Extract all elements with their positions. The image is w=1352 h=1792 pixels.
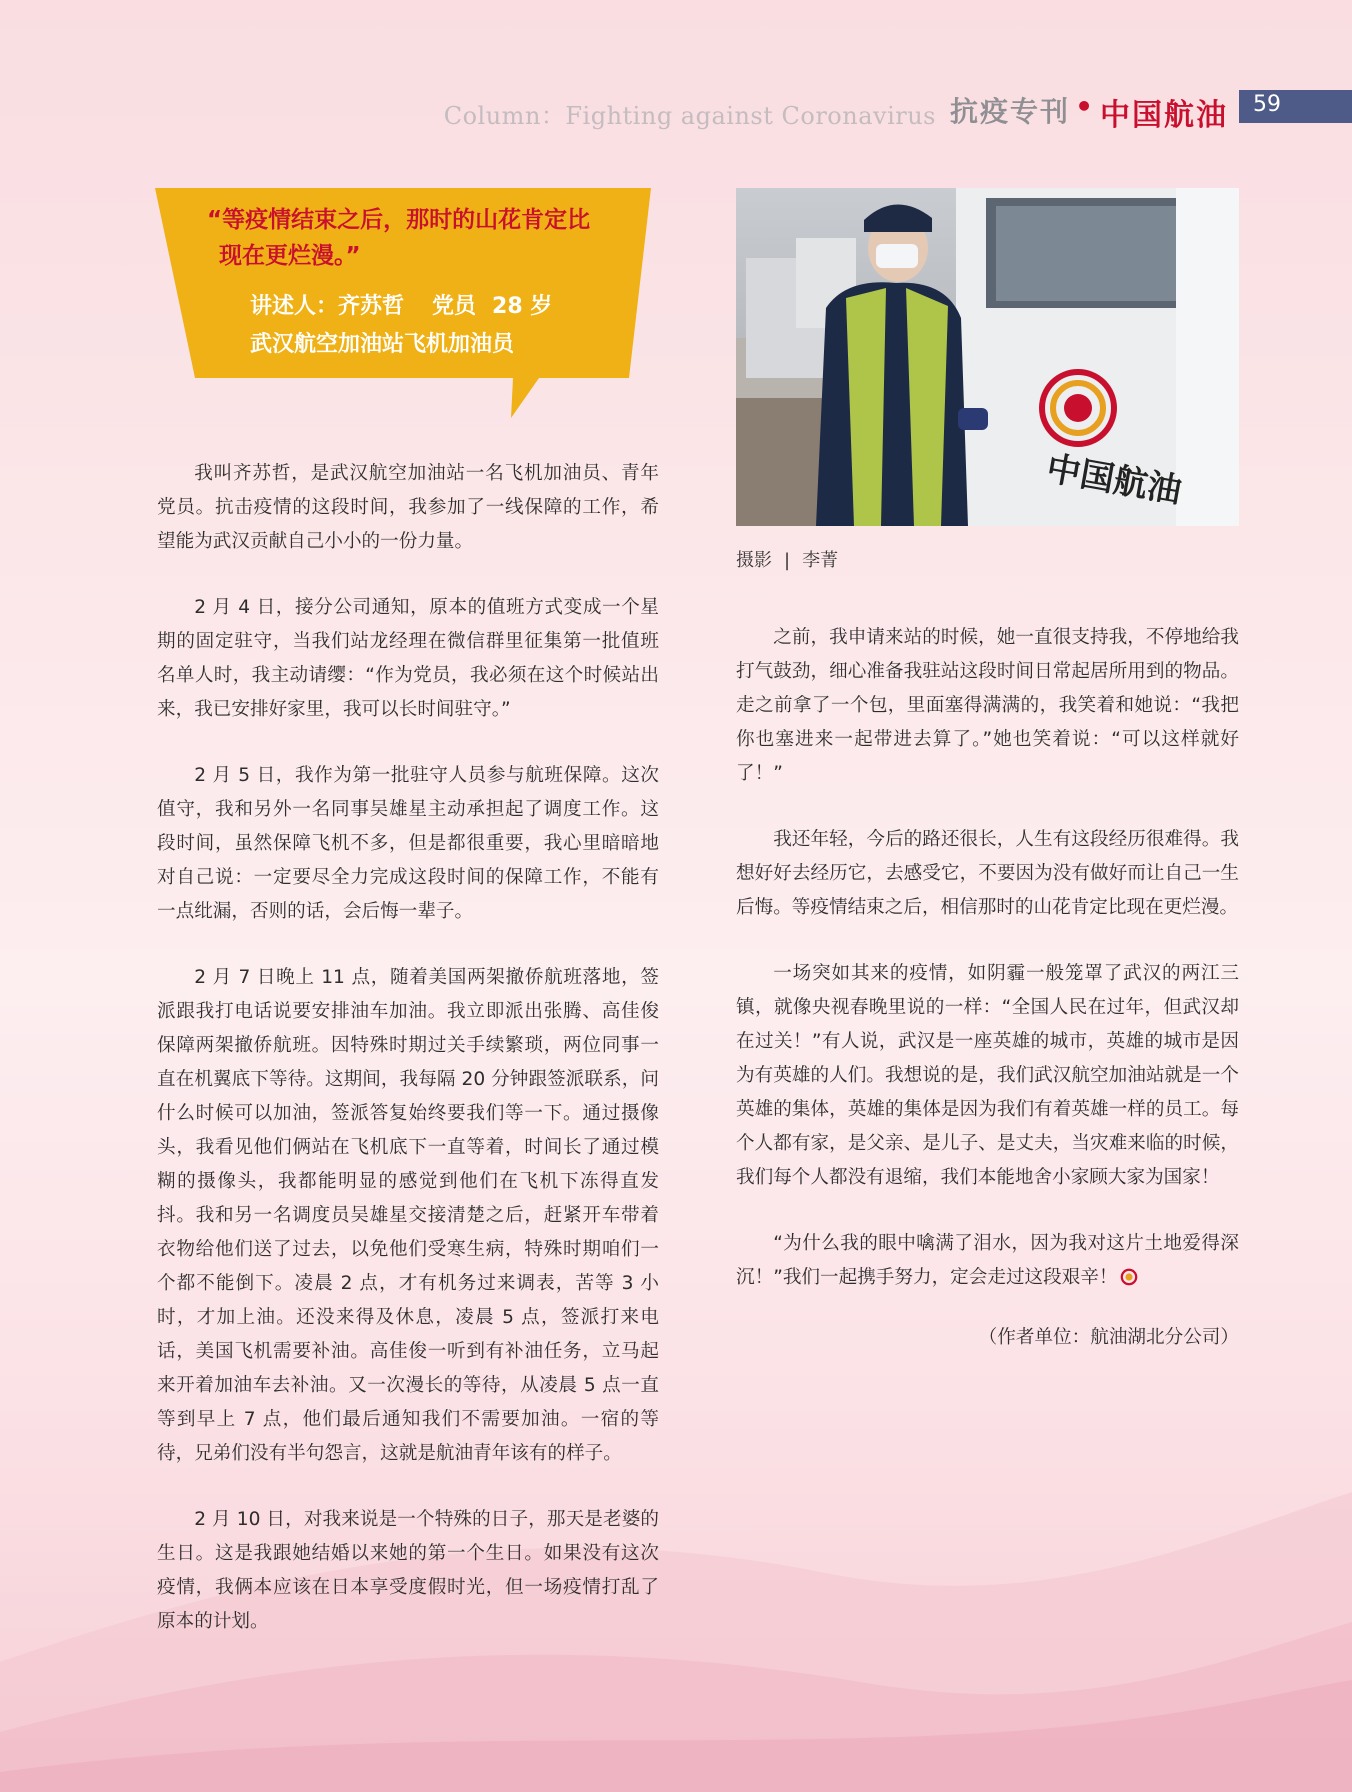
narrator-age: 28 岁 (492, 294, 553, 319)
article-paragraph: 我还年轻，今后的路还很长，人生有这段经历很难得。我想好好去经历它，去感受它，不要因为没有做好而让自己一生后悔。等疫情结束之后，相信那时的山花肯定比现在更烂漫。 (736, 829, 1239, 918)
page-number-tab (1239, 90, 1352, 123)
article-paragraph: 之前，我申请来站的时候，她一直很支持我，不停地给我打气鼓劲，细心准备我驻站这段时间日常起居所用到的物品。走之前拿了一个包，里面塞得满满的，我笑着和她说：“我把你也塞进来一起带进去算了。”她也笑着说：“可以这样就好了！” (736, 627, 1239, 784)
page-header (0, 90, 1352, 133)
pull-quote (207, 202, 627, 274)
quote-banner (155, 186, 655, 418)
article-column-left (157, 457, 659, 1671)
article-paragraph: 2 月 10 日，对我来说是一个特殊的日子，那天是老婆的生日。这是我跟她结婚以来她的第一个生日。如果没有这次疫情，我俩本应该在日本享受度假时光，但一场疫情打乱了原本的计划。 (157, 1509, 659, 1632)
article-photo (736, 188, 1239, 526)
article-paragraph (736, 1227, 1239, 1295)
article-paragraph: 2 月 7 日晚上 11 点，随着美国两架撤侨航班落地，签派跟我打电话说要安排油车加油。我立即派出张腾、高佳俊保障两架撤侨航班。因特殊时期过关手续繁琐，两位同事一直在机翼底下等待。这期间，我每隔 20 分钟跟签派联系，问什么时候可以加油，签派答复始终要我们等一下。通过摄像头，我看见他们俩站在飞机底下一直等着，时间长了通过模糊的摄像头，我都能明显的感觉到他们在飞机下冻得直发抖。我和另一名调度员吴雄星交接清楚之后，赶紧开车带着衣物给他们送了过去，以免他们受寒生病，特殊时期咱们一个都不能倒下。凌晨 2 点，才有机务过来调表，苦等 3 小时，才加上油。还没来得及休息，凌晨 5 点，签派打来电话，美国飞机需要补油。高佳俊一听到有补油任务，立马起来开着加油车去补油。又一次漫长的等待，从凌晨 5 点一直等到早上 7 点，他们最后通知我们不需要加油。一宿的等待，兄弟们没有半句怨言，这就是航油青年该有的样子。 (157, 967, 659, 1464)
narrator-role: 武汉航空加油站飞机加油员 (250, 332, 515, 357)
brand-name: 中国航油 (1100, 98, 1228, 133)
author-affiliation: （作者单位：航油湖北分公司） (978, 1327, 1239, 1348)
photo-credit-separator: | (784, 550, 791, 571)
article-paragraph: 2 月 5 日，我作为第一批驻守人员参与航班保障。这次值守，我和另外一名同事吴雄星主动承担起了调度工作。这段时间，虽然保障飞机不多，但是都很重要，我心里暗暗地对自己说：一定要尽全力完成这段时间的保障工作，不能有一点纰漏，否则的话，会后悔一辈子。 (157, 765, 659, 922)
photographer-name: 李菁 (802, 550, 839, 571)
narrator-info (250, 288, 552, 364)
narrator-name: 讲述人：齐苏哲 (250, 294, 405, 319)
pull-quote-line-2: 现在更烂漫。” (219, 243, 361, 269)
article-paragraph: 一场突如其来的疫情，如阴霾一般笼罩了武汉的两江三镇，就像央视春晚里说的一样：“全国人民在过年，但武汉却在过关！”有人说，武汉是一座英雄的城市，英雄的城市是因为有英雄的人们。我想说的是，我们武汉航空加油站就是一个英雄的集体，英雄的集体是因为我们有着英雄一样的员工。每个人都有家，是父亲、是儿子、是丈夫，当灾难来临的时候，我们每个人都没有退缩，我们本能地舍小家顾大家为国家！ (736, 963, 1239, 1188)
narrator-party: 党员 (432, 294, 477, 319)
header-separator: • (1075, 90, 1093, 123)
closing-paragraph-text: “为什么我的眼中噙满了泪水，因为我对这片土地爱得深沉！”我们一起携手努力，定会走过这段艰辛！ (736, 1233, 1239, 1288)
column-label: Column：Fighting against Coronavirus (443, 102, 936, 130)
page-number: 59 (1253, 92, 1281, 117)
pull-quote-line-1: “等疫情结束之后，那时的山花肯定比 (207, 207, 591, 233)
photo-logo-text: 中国航油 (1043, 448, 1185, 512)
column-title: 抗疫专刊 (949, 95, 1070, 128)
photo-credit (736, 546, 838, 572)
article-paragraph: 我叫齐苏哲，是武汉航空加油站一名飞机加油员、青年党员。抗击疫情的这段时间，我参加了一线保障的工作，希望能为武汉贡献自己小小的一份力量。 (157, 463, 659, 552)
end-logo-icon (1120, 1268, 1138, 1286)
article-column-right (736, 621, 1239, 1355)
article-paragraph: 2 月 4 日，接分公司通知，原本的值班方式变成一个星期的固定驻守，当我们站龙经理在微信群里征集第一批值班名单人时，我主动请缨：“作为党员，我必须在这个时候站出来，我已安排好家里，我可以长时间驻守。” (157, 597, 659, 720)
photo-credit-label: 摄影 (736, 550, 772, 571)
